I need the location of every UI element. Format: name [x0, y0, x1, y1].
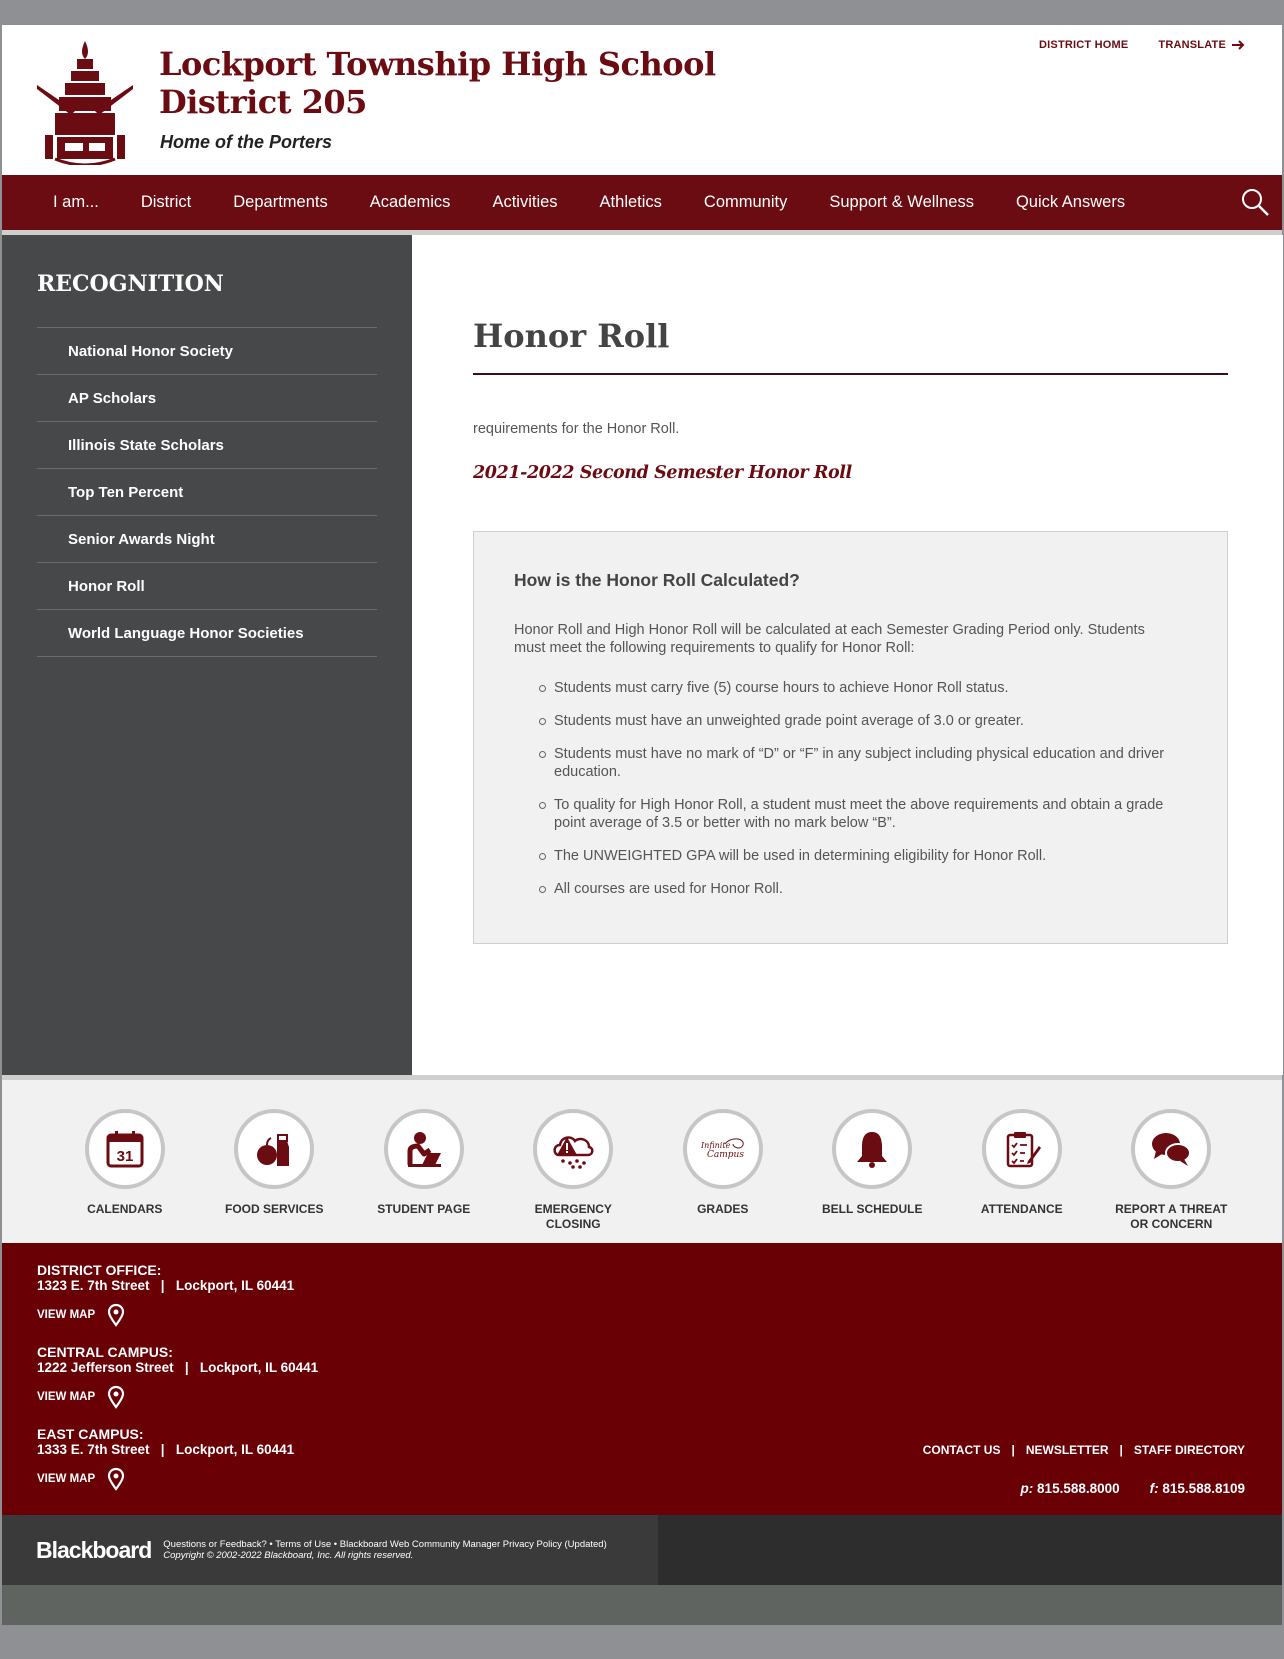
- fax-value: 815.588.8109: [1162, 1481, 1245, 1496]
- link-separator: |: [1011, 1443, 1015, 1457]
- quick-link-attendance[interactable]: [947, 1109, 1097, 1243]
- view-map-link[interactable]: [37, 1385, 1247, 1409]
- quick-link-circle: [982, 1109, 1062, 1189]
- newsletter-link[interactable]: NEWSLETTER: [1025, 1443, 1109, 1457]
- quick-link-label: FOOD SERVICES: [225, 1202, 324, 1216]
- bell-icon: [852, 1129, 892, 1169]
- main-nav: [2, 175, 1282, 230]
- intro-text: requirements for the Honor Roll.: [473, 421, 680, 437]
- sidebar: [2, 235, 412, 1075]
- quick-link-student-page[interactable]: [349, 1109, 499, 1243]
- quick-link-label: ATTENDANCE: [980, 1202, 1063, 1216]
- view-map-link[interactable]: [37, 1303, 1247, 1327]
- view-map-label: VIEW MAP: [37, 1473, 96, 1485]
- grades-logo-line2: Campus: [706, 1150, 744, 1160]
- staff-directory-link[interactable]: STAFF DIRECTORY: [1133, 1443, 1245, 1457]
- quick-link-circle: [832, 1109, 912, 1189]
- calculation-text: Honor Roll and High Honor Roll will be calculated at each Semester Grading Period only. Students must meet the following requirements to qualify for Honor Roll:: [514, 622, 1145, 656]
- arrow-right-icon: [1232, 40, 1245, 50]
- link-separator: |: [1119, 1443, 1123, 1457]
- quick-link-label-line: OR CONCERN: [1130, 1217, 1213, 1231]
- office-name: CENTRAL CAMPUS:: [37, 1344, 173, 1360]
- quick-link-circle: [234, 1109, 314, 1189]
- list-item: Students must have an unweighted grade point average of 3.0 or greater.: [554, 712, 1184, 730]
- page-title: Honor Roll: [473, 317, 1228, 375]
- footer-phones: [1021, 1481, 1245, 1496]
- nav-item-district[interactable]: District: [140, 193, 192, 211]
- sidebar-title: RECOGNITION: [37, 271, 224, 297]
- infinite-campus-icon: [697, 1134, 749, 1164]
- nav-item-community[interactable]: Community: [703, 193, 788, 211]
- quick-link-circle: [85, 1109, 165, 1189]
- quick-link-label: STUDENT PAGE: [377, 1202, 471, 1216]
- office-district: [37, 1262, 1247, 1327]
- calendar-icon: [105, 1129, 145, 1169]
- chat-bubbles-icon: [1150, 1129, 1192, 1169]
- quick-link-bell-schedule[interactable]: [798, 1109, 948, 1243]
- list-item: Students must have no mark of “D” or “F” in any subject including physical education and driver education.: [554, 745, 1184, 781]
- calculation-box: [473, 531, 1228, 944]
- quick-link-label: GRADES: [697, 1202, 749, 1216]
- nav-item-quick-answers[interactable]: Quick Answers: [1015, 193, 1126, 211]
- search-icon[interactable]: [1240, 187, 1270, 217]
- copyright: Copyright © 2002-2022 Blackboard, Inc. All rights reserved.: [163, 1550, 414, 1561]
- translate-label: TRANSLATE: [1158, 39, 1226, 51]
- office-address: 1333 E. 7th Street | Lockport, IL 60441: [37, 1442, 295, 1457]
- quick-link-circle: [1131, 1109, 1211, 1189]
- school-name-line1: Lockport Township High School: [159, 45, 716, 83]
- background-strip: [2, 1585, 1282, 1625]
- school-logo[interactable]: [35, 39, 139, 165]
- page: [2, 25, 1282, 1625]
- quick-link-label-line: REPORT A THREAT: [1115, 1202, 1228, 1216]
- student-laptop-icon: [404, 1129, 444, 1169]
- sidebar-item-world-language-honor-societies[interactable]: World Language Honor Societies: [37, 610, 377, 657]
- list-item: The UNWEIGHTED GPA will be used in determining eligibility for Honor Roll.: [554, 847, 1184, 865]
- map-pin-icon: [107, 1467, 125, 1491]
- office-central-campus: [37, 1344, 1247, 1409]
- quick-link-food-services[interactable]: [200, 1109, 350, 1243]
- district-home-link[interactable]: [1039, 39, 1128, 51]
- blackboard-bar: [2, 1515, 1282, 1585]
- quick-link-label: [535, 1202, 612, 1232]
- quick-link-report-threat[interactable]: [1097, 1109, 1247, 1243]
- phone-value: 815.588.8000: [1037, 1481, 1120, 1496]
- nav-item-athletics[interactable]: Athletics: [599, 193, 662, 211]
- clipboard-icon: [1002, 1129, 1042, 1169]
- calendar-day: 31: [116, 1148, 134, 1165]
- school-name-line2: District 205: [159, 83, 367, 121]
- quick-link-label: BELL SCHEDULE: [822, 1202, 923, 1216]
- semester-honor-roll-link[interactable]: 2021-2022 Second Semester Honor Roll: [473, 463, 852, 483]
- sidebar-item-honor-roll[interactable]: Honor Roll: [37, 563, 377, 610]
- main-content: [412, 235, 1283, 1075]
- translate-link[interactable]: [1158, 39, 1245, 51]
- blackboard-logo[interactable]: Blackboard: [36, 1536, 152, 1563]
- blackboard-links[interactable]: Questions or Feedback? • Terms of Use • Blackboard Web Community Manager Privacy Policy (Updated): [163, 1539, 607, 1550]
- snow-warning-icon: [551, 1129, 595, 1169]
- top-links: [1039, 39, 1245, 51]
- footer-links: [923, 1443, 1245, 1457]
- list-item: Students must carry five (5) course hours to achieve Honor Roll status.: [554, 679, 1184, 697]
- office-address: 1222 Jefferson Street | Lockport, IL 60441: [37, 1360, 319, 1375]
- office-address: 1323 E. 7th Street | Lockport, IL 60441: [37, 1278, 295, 1293]
- list-item: To quality for High Honor Roll, a student must meet the above requirements and obtain a grade point average of 3.5 or better with no mark below “B”.: [554, 796, 1184, 832]
- quick-link-emergency-closing[interactable]: [499, 1109, 649, 1243]
- map-pin-icon: [107, 1385, 125, 1409]
- quick-link-circle: [384, 1109, 464, 1189]
- nav-item-academics[interactable]: Academics: [369, 193, 451, 211]
- blackboard-footer: [2, 1515, 658, 1585]
- quick-link-label-line: EMERGENCY: [534, 1202, 612, 1216]
- quick-link-label: CALENDARS: [87, 1202, 163, 1216]
- requirements-list: [514, 679, 1187, 898]
- list-item: All courses are used for Honor Roll.: [554, 880, 1184, 898]
- blackboard-text: [163, 1539, 607, 1561]
- quick-links: [2, 1075, 1282, 1243]
- fax-number: [1150, 1481, 1245, 1496]
- fax-label: f:: [1149, 1481, 1159, 1496]
- map-pin-icon: [107, 1303, 125, 1327]
- quick-link-calendars[interactable]: [50, 1109, 200, 1243]
- sidebar-item-national-honor-society[interactable]: National Honor Society: [37, 328, 377, 375]
- quick-link-grades[interactable]: [648, 1109, 798, 1243]
- district-home-label: DISTRICT HOME: [1039, 39, 1129, 51]
- office-name: EAST CAMPUS:: [37, 1426, 144, 1442]
- sidebar-item-top-ten-percent[interactable]: Top Ten Percent: [37, 469, 377, 516]
- quick-link-label-line: CLOSING: [545, 1217, 601, 1231]
- apple-milk-icon: [254, 1129, 294, 1169]
- quick-link-circle: [683, 1109, 763, 1189]
- tagline: Home of the Porters: [160, 132, 333, 152]
- site-footer: [2, 1243, 1282, 1515]
- nav-item-activities[interactable]: Activities: [492, 193, 558, 211]
- phone-label: p:: [1020, 1481, 1034, 1496]
- content-area: [2, 230, 1282, 1075]
- quick-link-label: [1115, 1202, 1227, 1232]
- grades-logo-line1: Infinite: [700, 1141, 731, 1150]
- view-map-label: VIEW MAP: [37, 1309, 96, 1321]
- contact-us-link[interactable]: CONTACT US: [922, 1443, 1001, 1457]
- site-header: [2, 25, 1282, 175]
- school-title[interactable]: [159, 45, 716, 121]
- sidebar-list: [37, 327, 377, 657]
- nav-item-departments[interactable]: Departments: [233, 193, 328, 211]
- office-name: DISTRICT OFFICE:: [37, 1262, 162, 1278]
- nav-item-i-am[interactable]: I am...: [53, 193, 99, 211]
- calculation-title: How is the Honor Roll Calculated?: [514, 570, 800, 590]
- quick-link-circle: [533, 1109, 613, 1189]
- view-map-label: VIEW MAP: [37, 1391, 96, 1403]
- nav-item-support-wellness[interactable]: Support & Wellness: [829, 193, 974, 211]
- sidebar-item-ap-scholars[interactable]: AP Scholars: [37, 375, 377, 422]
- sidebar-item-senior-awards-night[interactable]: Senior Awards Night: [37, 516, 377, 563]
- sidebar-item-illinois-state-scholars[interactable]: Illinois State Scholars: [37, 422, 377, 469]
- phone-number: [1021, 1481, 1120, 1496]
